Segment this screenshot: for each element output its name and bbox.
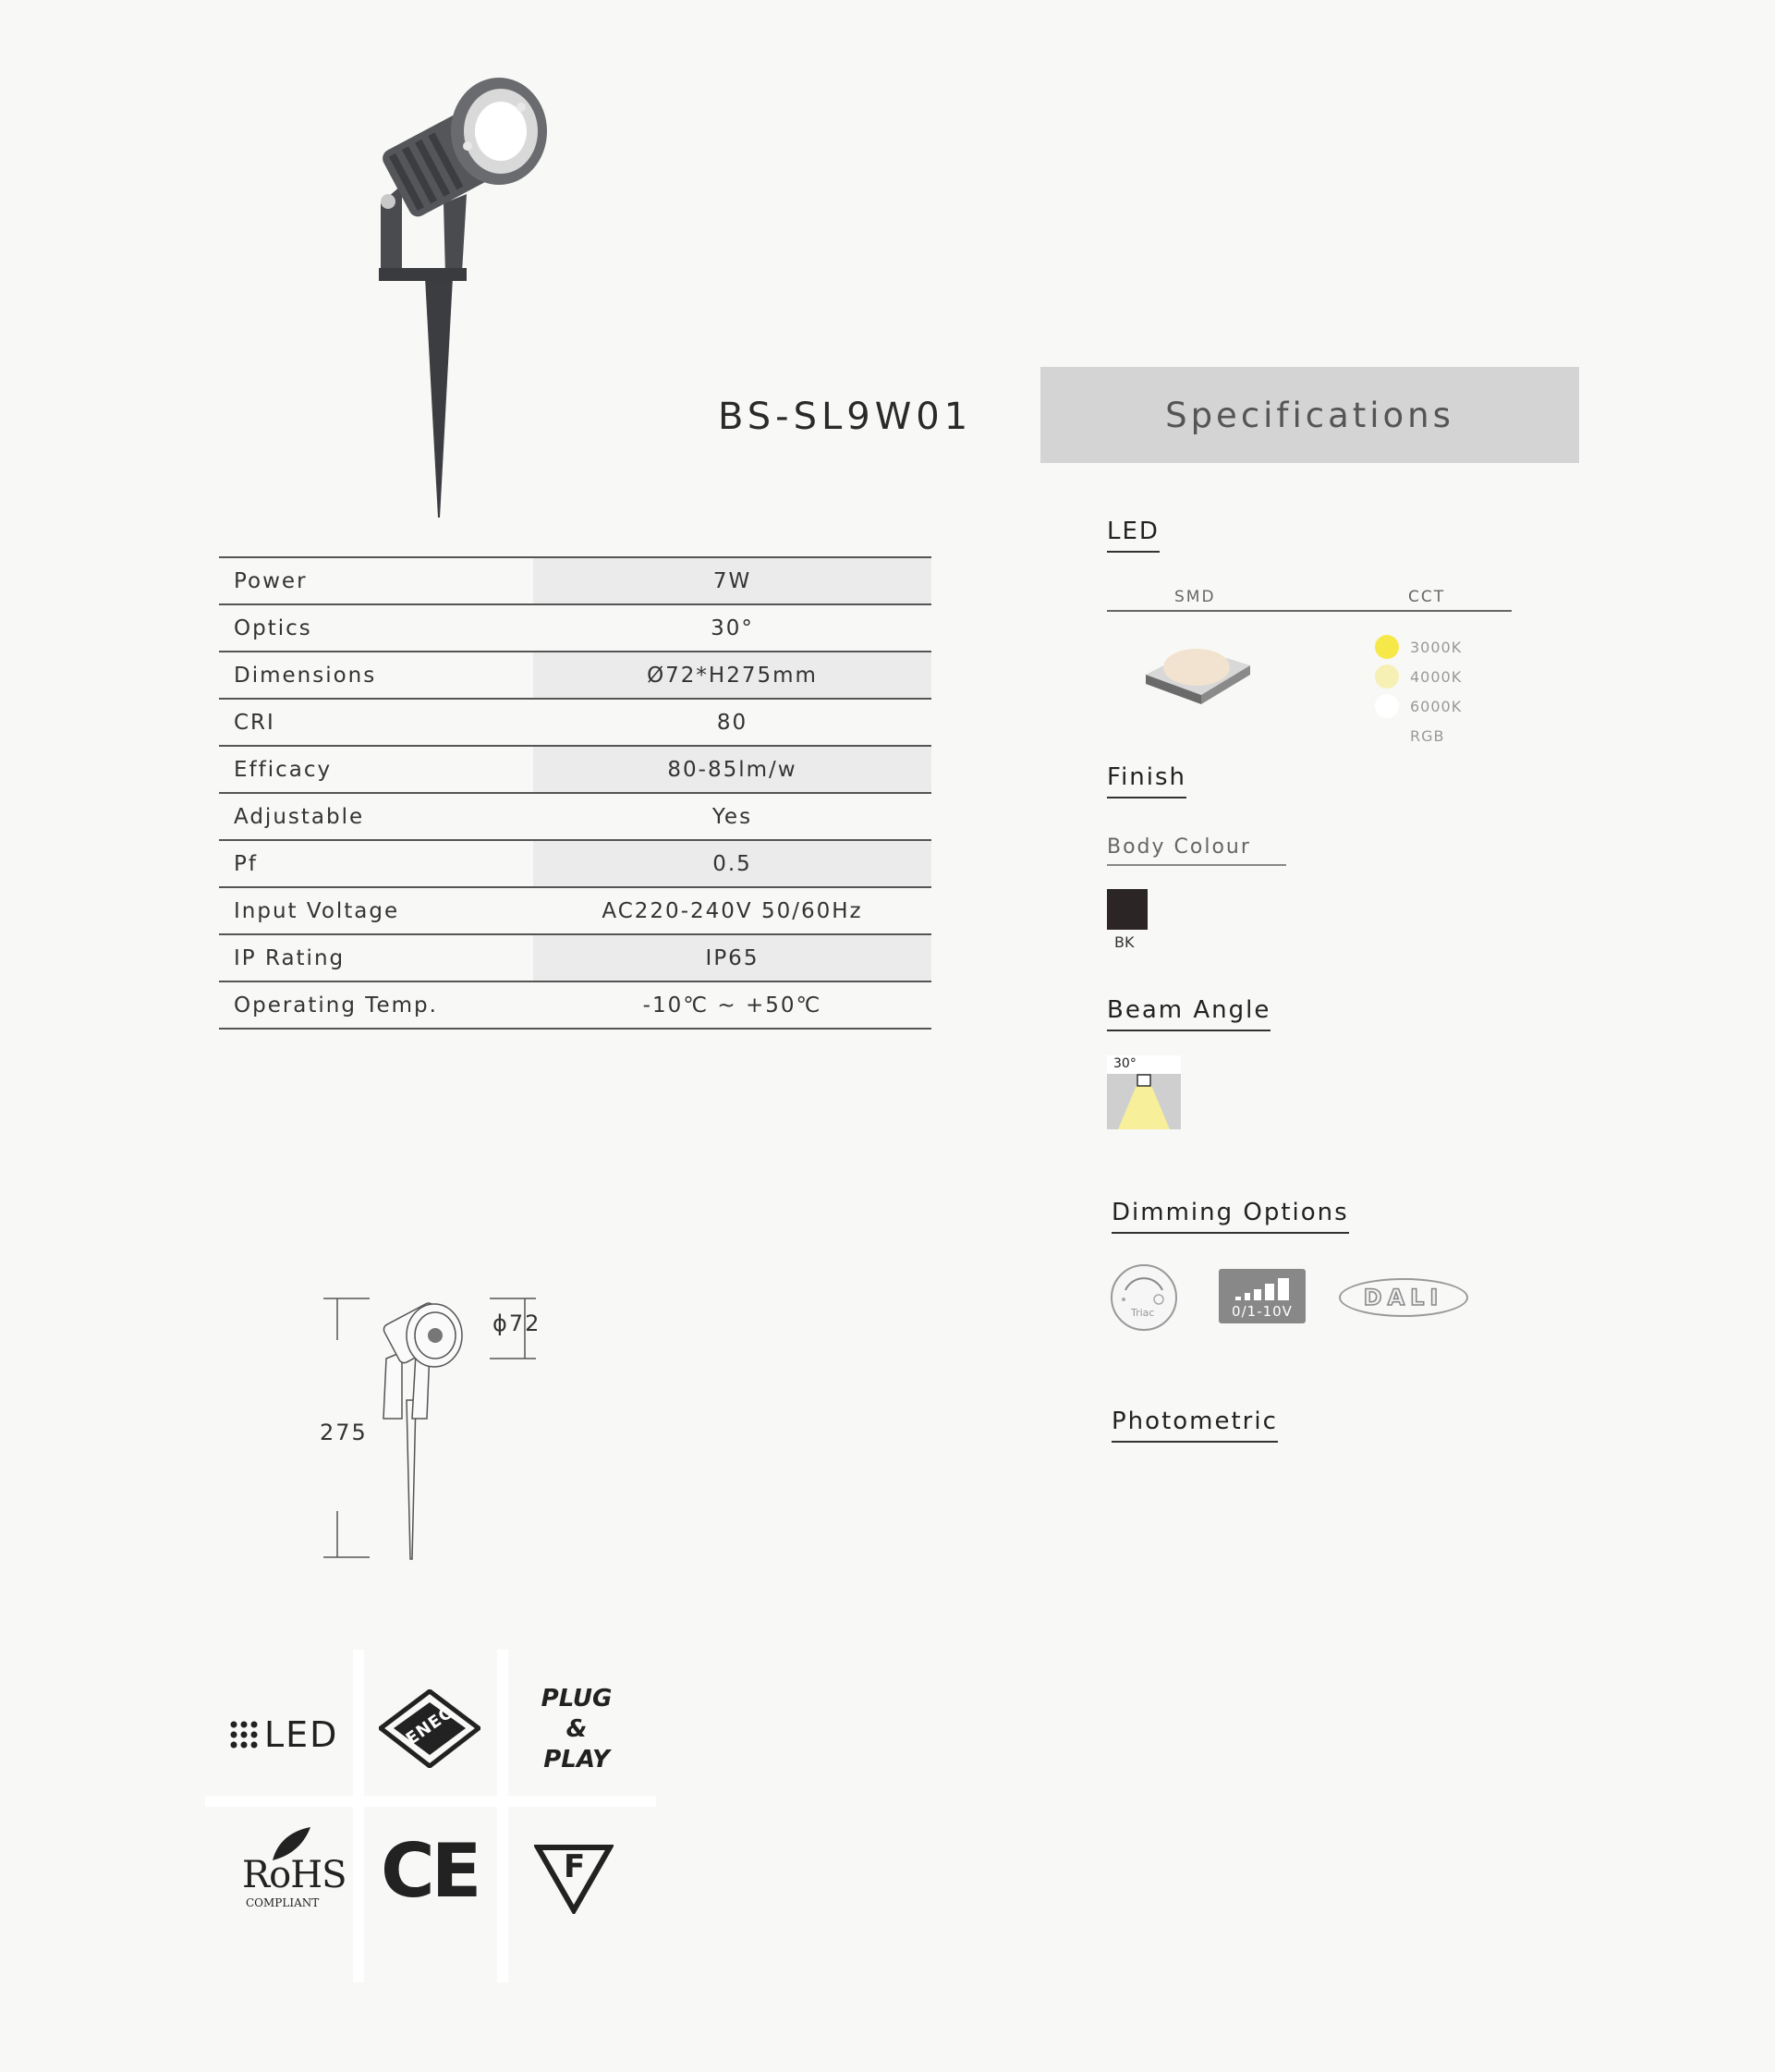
triac-dimmer-icon <box>1109 1262 1179 1333</box>
beam-angle-label: 30° <box>1113 1056 1137 1071</box>
spec-value: 0.5 <box>533 840 931 887</box>
spec-key: Power <box>219 557 533 604</box>
body-colour-swatch <box>1107 889 1148 930</box>
spec-row <box>219 981 931 1029</box>
swatch-label: BK <box>1114 933 1135 951</box>
spec-row <box>219 887 931 934</box>
spec-key: Operating Temp. <box>219 981 533 1029</box>
spec-key: CRI <box>219 699 533 746</box>
spec-key: Dimensions <box>219 652 533 699</box>
body-colour-label: Body Colour <box>1107 835 1286 866</box>
cct-label: CCT <box>1408 588 1446 606</box>
spec-value: 7W <box>533 557 931 604</box>
plug-and-play-badge <box>517 1684 636 1775</box>
spec-row <box>219 604 931 652</box>
specifications-banner: Specifications <box>1040 367 1579 463</box>
v010-label: 0/1-10V <box>1232 1303 1293 1320</box>
led-header-row <box>1107 588 1512 612</box>
f-mark-label: F <box>564 1848 586 1885</box>
spec-value: -10℃ ~ +50℃ <box>533 981 931 1029</box>
cct-dot <box>1375 635 1399 659</box>
product-image <box>360 65 564 527</box>
spec-table <box>219 556 931 1030</box>
spec-key: Input Voltage <box>219 887 533 934</box>
plug-text: PLUG <box>541 1685 613 1712</box>
cert-divider <box>353 1650 364 1982</box>
dali-label: DALI <box>1363 1285 1444 1310</box>
spec-row <box>219 699 931 746</box>
led-badge-label: LED <box>264 1714 339 1755</box>
cct-option-4000k: 4000K <box>1375 662 1462 691</box>
led-section-title: LED <box>1107 518 1160 553</box>
ce-mark: CE <box>381 1828 479 1914</box>
cert-divider <box>497 1650 508 1982</box>
finish-section-title: Finish <box>1107 763 1186 798</box>
spec-row <box>219 840 931 887</box>
signal-bars-icon <box>1234 1274 1291 1300</box>
rohs-compliant-label: COMPLIANT <box>246 1896 320 1909</box>
smd-chip-icon <box>1141 638 1252 712</box>
height-label: 275 <box>320 1420 368 1445</box>
rohs-label: RoHS <box>242 1854 346 1896</box>
diameter-label: ϕ72 <box>492 1310 541 1336</box>
spec-key: Pf <box>219 840 533 887</box>
cct-dot <box>1375 664 1399 689</box>
spec-value: IP65 <box>533 934 931 981</box>
spec-row <box>219 934 931 981</box>
spec-key: Adjustable <box>219 793 533 840</box>
beam-angle-section-title: Beam Angle <box>1107 996 1270 1031</box>
spec-value: 80 <box>533 699 931 746</box>
spec-key: Optics <box>219 604 533 652</box>
cct-options <box>1375 632 1462 750</box>
cct-option-rgb: RGB <box>1375 721 1462 750</box>
cct-option-3000k: 3000K <box>1375 632 1462 662</box>
cct-option-6000k: 6000K <box>1375 691 1462 721</box>
spec-key: IP Rating <box>219 934 533 981</box>
spec-row <box>219 652 931 699</box>
triac-label: Triac <box>1131 1307 1155 1319</box>
v010-dimmer-icon <box>1219 1269 1306 1323</box>
cct-dot <box>1375 724 1399 748</box>
dali-icon <box>1339 1278 1468 1317</box>
spec-value: Yes <box>533 793 931 840</box>
cert-divider <box>205 1796 656 1807</box>
spec-value: 30° <box>533 604 931 652</box>
led-badge <box>229 1714 338 1755</box>
dimming-section-title: Dimming Options <box>1112 1199 1349 1234</box>
spec-key: Efficacy <box>219 746 533 793</box>
spec-row <box>219 557 931 604</box>
led-dots-icon <box>229 1720 259 1749</box>
photometric-section-title: Photometric <box>1112 1408 1278 1443</box>
spec-value: AC220-240V 50/60Hz <box>533 887 931 934</box>
product-model: BS-SL9W01 <box>718 396 973 438</box>
ampersand-text: & <box>565 1715 588 1743</box>
spec-value: 80-85lm/w <box>533 746 931 793</box>
cct-dot <box>1375 694 1399 718</box>
play-text: PLAY <box>543 1746 610 1773</box>
enec-label: ENEC <box>402 1702 457 1749</box>
spec-row <box>219 746 931 793</box>
smd-label: SMD <box>1174 588 1216 606</box>
spec-value: Ø72*H275mm <box>533 652 931 699</box>
spec-row <box>219 793 931 840</box>
